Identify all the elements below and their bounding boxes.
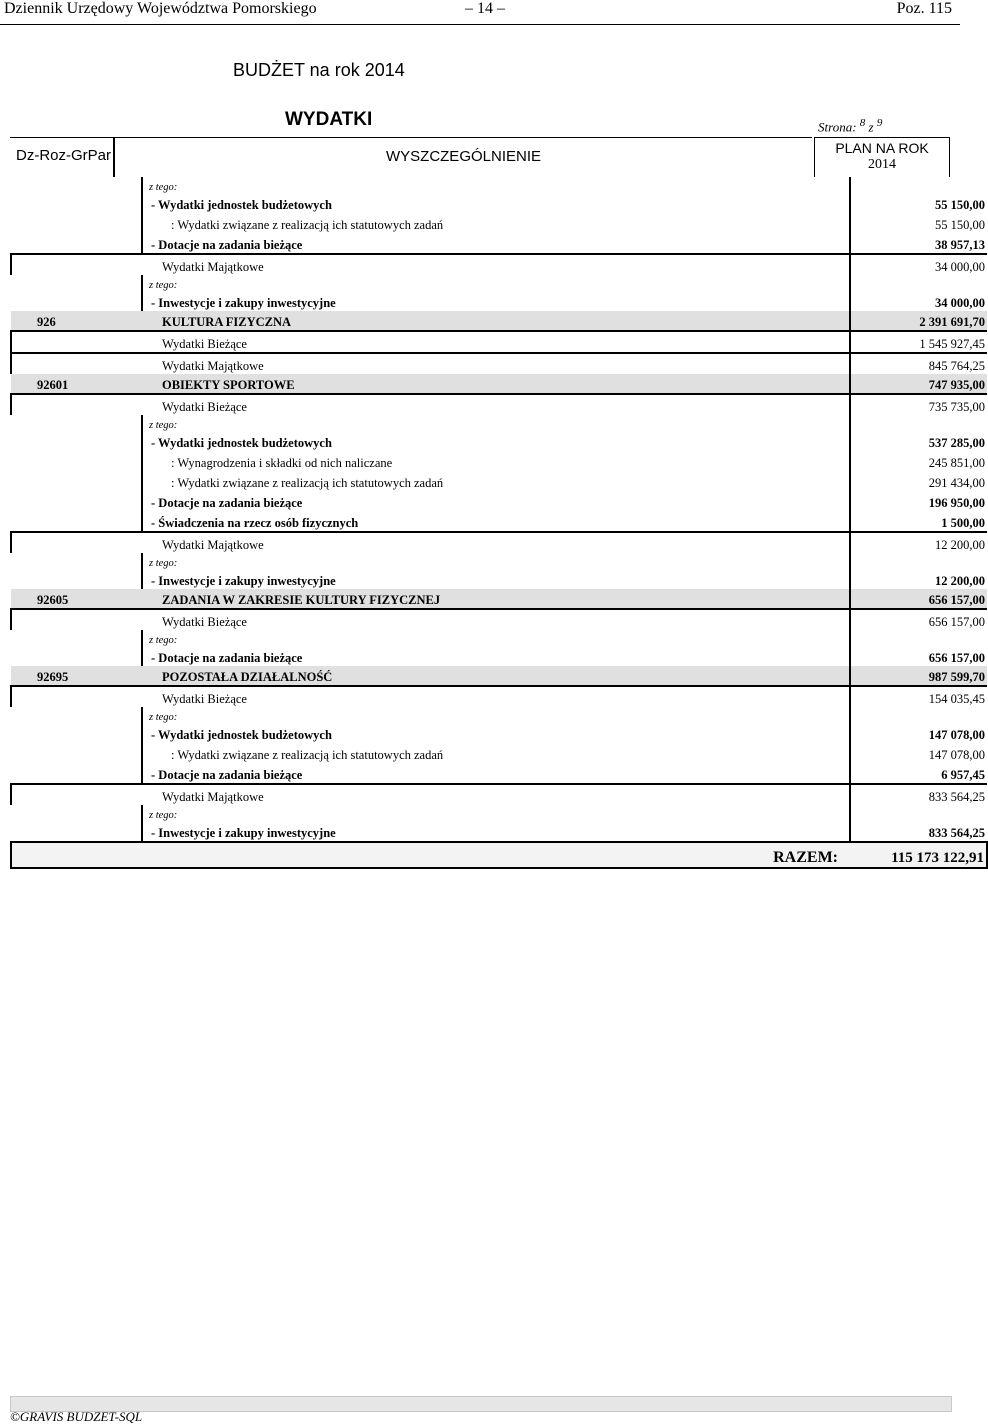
row-amount: 196 950,00 <box>850 491 987 511</box>
row-code <box>11 254 142 275</box>
subtotal-note-row <box>11 630 987 646</box>
row-code <box>11 233 142 254</box>
budget-row <box>11 491 987 511</box>
row-amount: 845 764,25 <box>850 353 987 374</box>
row-description: - Dotacje na zadania bieżące <box>142 763 850 784</box>
budget-row <box>11 723 987 743</box>
row-amount <box>850 630 987 646</box>
total-code <box>11 842 142 868</box>
row-amount: 1 500,00 <box>850 511 987 532</box>
row-amount: 55 150,00 <box>850 213 987 233</box>
footer-credit: ©GRAVIS BUDZET-SQL <box>10 1409 143 1424</box>
row-code: 926 <box>11 311 142 331</box>
budget-row <box>11 471 987 491</box>
budget-row <box>11 609 987 630</box>
budget-row <box>11 394 987 415</box>
budget-row <box>11 353 987 374</box>
row-amount <box>850 177 987 193</box>
row-amount <box>850 553 987 569</box>
row-code <box>11 743 142 763</box>
row-description: z tego: <box>142 805 850 821</box>
row-code <box>11 630 142 646</box>
row-description: ZADANIA W ZAKRESIE KULTURY FIZYCZNEJ <box>142 589 850 609</box>
row-description: - Inwestycje i zakupy inwestycyjne <box>142 821 850 842</box>
row-code <box>11 784 142 805</box>
gazette-header <box>0 0 960 25</box>
page-label: Strona: <box>818 119 857 135</box>
row-code <box>11 821 142 842</box>
publication-name: Dziennik Urzędowy Województwa Pomorskiego <box>4 0 317 17</box>
budget-row <box>11 569 987 589</box>
row-description: z tego: <box>142 630 850 646</box>
row-amount: 147 078,00 <box>850 743 987 763</box>
budget-row <box>11 291 987 311</box>
row-amount: 537 285,00 <box>850 431 987 451</box>
row-description: Wydatki Bieżące <box>142 686 850 707</box>
row-code <box>11 394 142 415</box>
row-code <box>11 275 142 291</box>
row-amount: 656 157,00 <box>850 589 987 609</box>
header-divider <box>113 137 115 177</box>
plan-title: PLAN NA ROK <box>835 140 929 156</box>
row-description: POZOSTAŁA DZIAŁALNOŚĆ <box>142 666 850 686</box>
row-description: - Dotacje na zadania bieżące <box>142 646 850 666</box>
budget-row <box>11 233 987 254</box>
row-description: : Wynagrodzenia i składki od nich naliczane <box>142 451 850 471</box>
row-amount: 291 434,00 <box>850 471 987 491</box>
row-amount: 656 157,00 <box>850 646 987 666</box>
chapter-row <box>11 311 987 331</box>
row-amount: 34 000,00 <box>850 291 987 311</box>
row-description: z tego: <box>142 177 850 193</box>
row-code: 92605 <box>11 589 142 609</box>
row-code <box>11 471 142 491</box>
budget-row <box>11 763 987 784</box>
row-description: : Wydatki związane z realizacją ich statutowych zadań <box>142 743 850 763</box>
row-amount: 34 000,00 <box>850 254 987 275</box>
row-amount <box>850 707 987 723</box>
row-amount: 2 391 691,70 <box>850 311 987 331</box>
page-number: – 14 – <box>465 0 505 17</box>
subtotal-note-row <box>11 553 987 569</box>
row-description: Wydatki Bieżące <box>142 394 850 415</box>
page-of: z <box>868 119 874 135</box>
budget-row <box>11 686 987 707</box>
column-header-description: WYSZCZEGÓLNIENIE <box>115 137 812 177</box>
row-amount <box>850 275 987 291</box>
subtotal-note-row <box>11 707 987 723</box>
row-description: - Dotacje na zadania bieżące <box>142 491 850 511</box>
row-code <box>11 763 142 784</box>
budget-row <box>11 193 987 213</box>
row-code <box>11 213 142 233</box>
budget-row <box>11 254 987 275</box>
budget-row <box>11 784 987 805</box>
row-description: : Wydatki związane z realizacją ich statutowych zadań <box>142 213 850 233</box>
row-amount: 12 200,00 <box>850 532 987 553</box>
row-amount: 12 200,00 <box>850 569 987 589</box>
row-amount: 747 935,00 <box>850 374 987 394</box>
row-amount: 55 150,00 <box>850 193 987 213</box>
row-description: z tego: <box>142 707 850 723</box>
row-amount: 833 564,25 <box>850 821 987 842</box>
budget-row <box>11 431 987 451</box>
budget-row <box>11 213 987 233</box>
column-code-label: Dz-Roz-GrPar <box>16 147 112 164</box>
footer-bar <box>10 1396 952 1412</box>
row-code <box>11 532 142 553</box>
row-code <box>11 609 142 630</box>
row-description: KULTURA FIZYCZNA <box>142 311 850 331</box>
position-number: Poz. 115 <box>896 0 952 17</box>
row-code <box>11 686 142 707</box>
row-description: Wydatki Majątkowe <box>142 254 850 275</box>
row-amount: 833 564,25 <box>850 784 987 805</box>
row-description: - Wydatki jednostek budżetowych <box>142 431 850 451</box>
row-amount: 735 735,00 <box>850 394 987 415</box>
row-code <box>11 805 142 821</box>
row-description: - Inwestycje i zakupy inwestycyjne <box>142 291 850 311</box>
row-amount: 987 599,70 <box>850 666 987 686</box>
row-description: Wydatki Majątkowe <box>142 353 850 374</box>
total-label: RAZEM: <box>142 842 850 868</box>
section-title: WYDATKI <box>285 109 373 130</box>
budget-row <box>11 331 987 353</box>
row-description: z tego: <box>142 415 850 431</box>
row-code <box>11 331 142 353</box>
row-code <box>11 553 142 569</box>
row-code: 92695 <box>11 666 142 686</box>
row-amount <box>850 805 987 821</box>
row-code <box>11 291 142 311</box>
subtotal-note-row <box>11 415 987 431</box>
row-description: : Wydatki związane z realizacją ich statutowych zadań <box>142 471 850 491</box>
budget-rows <box>11 177 987 868</box>
budget-title: BUDŻET na rok 2014 <box>233 60 405 80</box>
row-amount: 1 545 927,45 <box>850 331 987 353</box>
row-amount: 656 157,00 <box>850 609 987 630</box>
row-description: z tego: <box>142 553 850 569</box>
chapter-row <box>11 374 987 394</box>
plan-year: 2014 <box>868 156 896 172</box>
row-amount: 38 957,13 <box>850 233 987 254</box>
subtotal-note-row <box>11 805 987 821</box>
column-header-plan <box>814 137 950 177</box>
row-code <box>11 415 142 431</box>
row-code <box>11 193 142 213</box>
row-code <box>11 723 142 743</box>
row-amount: 245 851,00 <box>850 451 987 471</box>
subtotal-note-row <box>11 177 987 193</box>
row-code <box>11 431 142 451</box>
row-code: 92601 <box>11 374 142 394</box>
row-code <box>11 646 142 666</box>
page-current: 8 <box>859 117 866 129</box>
budget-row <box>11 821 987 842</box>
budget-row <box>11 511 987 532</box>
row-description: - Dotacje na zadania bieżące <box>142 233 850 254</box>
row-amount: 6 957,45 <box>850 763 987 784</box>
budget-row <box>11 646 987 666</box>
page-total: 9 <box>876 117 883 129</box>
row-code <box>11 491 142 511</box>
row-code <box>11 353 142 374</box>
budget-row <box>11 532 987 553</box>
budget-row <box>11 743 987 763</box>
row-description: OBIEKTY SPORTOWE <box>142 374 850 394</box>
row-description: Wydatki Majątkowe <box>142 784 850 805</box>
page-indicator <box>818 117 882 135</box>
row-description: z tego: <box>142 275 850 291</box>
budget-row <box>11 451 987 471</box>
row-description: Wydatki Majątkowe <box>142 532 850 553</box>
row-code <box>11 569 142 589</box>
row-description: Wydatki Bieżące <box>142 609 850 630</box>
row-description: Wydatki Bieżące <box>142 331 850 353</box>
row-code <box>11 177 142 193</box>
chapter-row <box>11 589 987 609</box>
row-description: - Świadczenia na rzecz osób fizycznych <box>142 511 850 532</box>
row-description: - Wydatki jednostek budżetowych <box>142 723 850 743</box>
row-description: - Inwestycje i zakupy inwestycyjne <box>142 569 850 589</box>
row-amount: 154 035,45 <box>850 686 987 707</box>
row-amount: 147 078,00 <box>850 723 987 743</box>
column-header-code <box>10 137 113 177</box>
row-amount <box>850 415 987 431</box>
row-code <box>11 511 142 532</box>
subtotal-note-row <box>11 275 987 291</box>
chapter-row <box>11 666 987 686</box>
total-amount: 115 173 122,91 <box>850 842 987 868</box>
row-code <box>11 451 142 471</box>
row-code <box>11 707 142 723</box>
total-row <box>11 842 987 868</box>
budget-table <box>10 177 988 869</box>
row-description: - Wydatki jednostek budżetowych <box>142 193 850 213</box>
